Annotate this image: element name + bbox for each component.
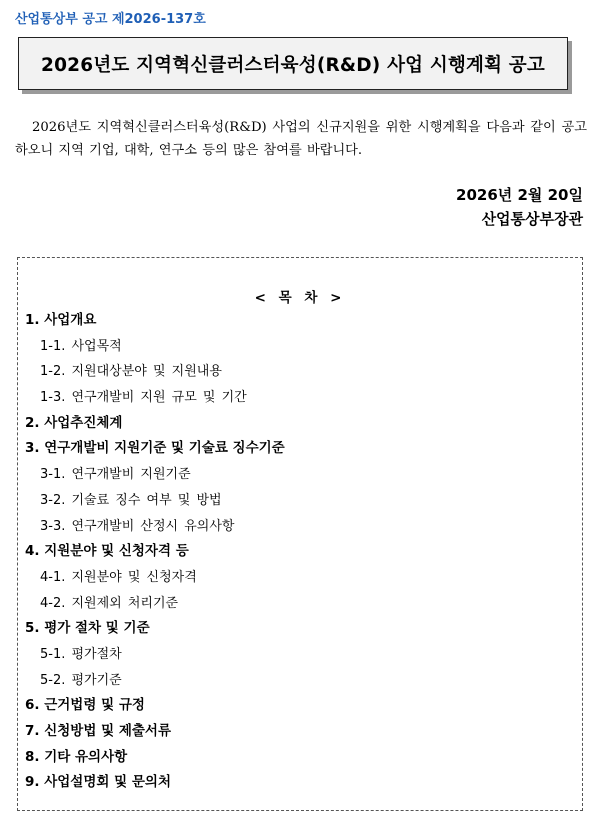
toc-section: 1. 사업개요	[25, 312, 97, 328]
toc-subsection: 5-2. 평가기준	[40, 672, 122, 688]
toc-subsection: 3-3. 연구개발비 산정시 유의사항	[40, 518, 235, 534]
toc-section: 2. 사업추진체계	[25, 414, 123, 431]
toc-section: 9. 사업설명회 및 문의처	[25, 774, 171, 791]
toc-subsection: 4-2. 지원제외 처리기준	[40, 595, 179, 611]
intro-paragraph: 2026년도 지역혁신클러스터육성(R&D) 사업의 신규지원을 위한 시행계획을 다음과 같이 공고하오니 지역 기업, 대학, 연구소 등의 많은 참여를 바랍니다.	[15, 120, 587, 158]
toc-section: 8. 기타 유의사항	[25, 748, 128, 765]
table-of-contents	[17, 257, 583, 811]
toc-subsection: 3-1. 연구개발비 지원기준	[40, 467, 191, 483]
toc-section: 5. 평가 절차 및 기준	[25, 620, 150, 637]
notice-number: 산업통상부 공고 제2026-137호	[15, 12, 206, 27]
toc-heading: < 목 차 >	[254, 290, 346, 306]
toc-subsection: 4-1. 지원분야 및 신청자격	[40, 569, 197, 585]
page-title: 2026년도 지역혁신클러스터육성(R&D) 사업 시행계획 공고	[41, 54, 545, 76]
toc-subsection: 1-2. 지원대상분야 및 지원내용	[40, 364, 222, 380]
toc-section: 3. 연구개발비 지원기준 및 기술료 징수기준	[25, 440, 285, 457]
toc-subsection: 1-3. 연구개발비 지원 규모 및 기간	[40, 390, 247, 406]
toc-section: 6. 근거법령 및 규정	[25, 697, 145, 714]
issuer-name: 산업통상부장관	[481, 210, 583, 228]
toc-subsection: 3-2. 기술료 징수 여부 및 방법	[40, 492, 222, 508]
toc-section: 7. 신청방법 및 제출서류	[25, 723, 171, 739]
toc-list	[25, 308, 285, 796]
toc-section: 4. 지원분야 및 신청자격 등	[25, 543, 189, 560]
toc-subsection: 5-1. 평가절차	[40, 646, 122, 662]
announcement-date: 2026년 2월 20일	[456, 186, 583, 204]
toc-subsection: 1-1. 사업목적	[40, 338, 122, 354]
title-box	[18, 37, 568, 90]
